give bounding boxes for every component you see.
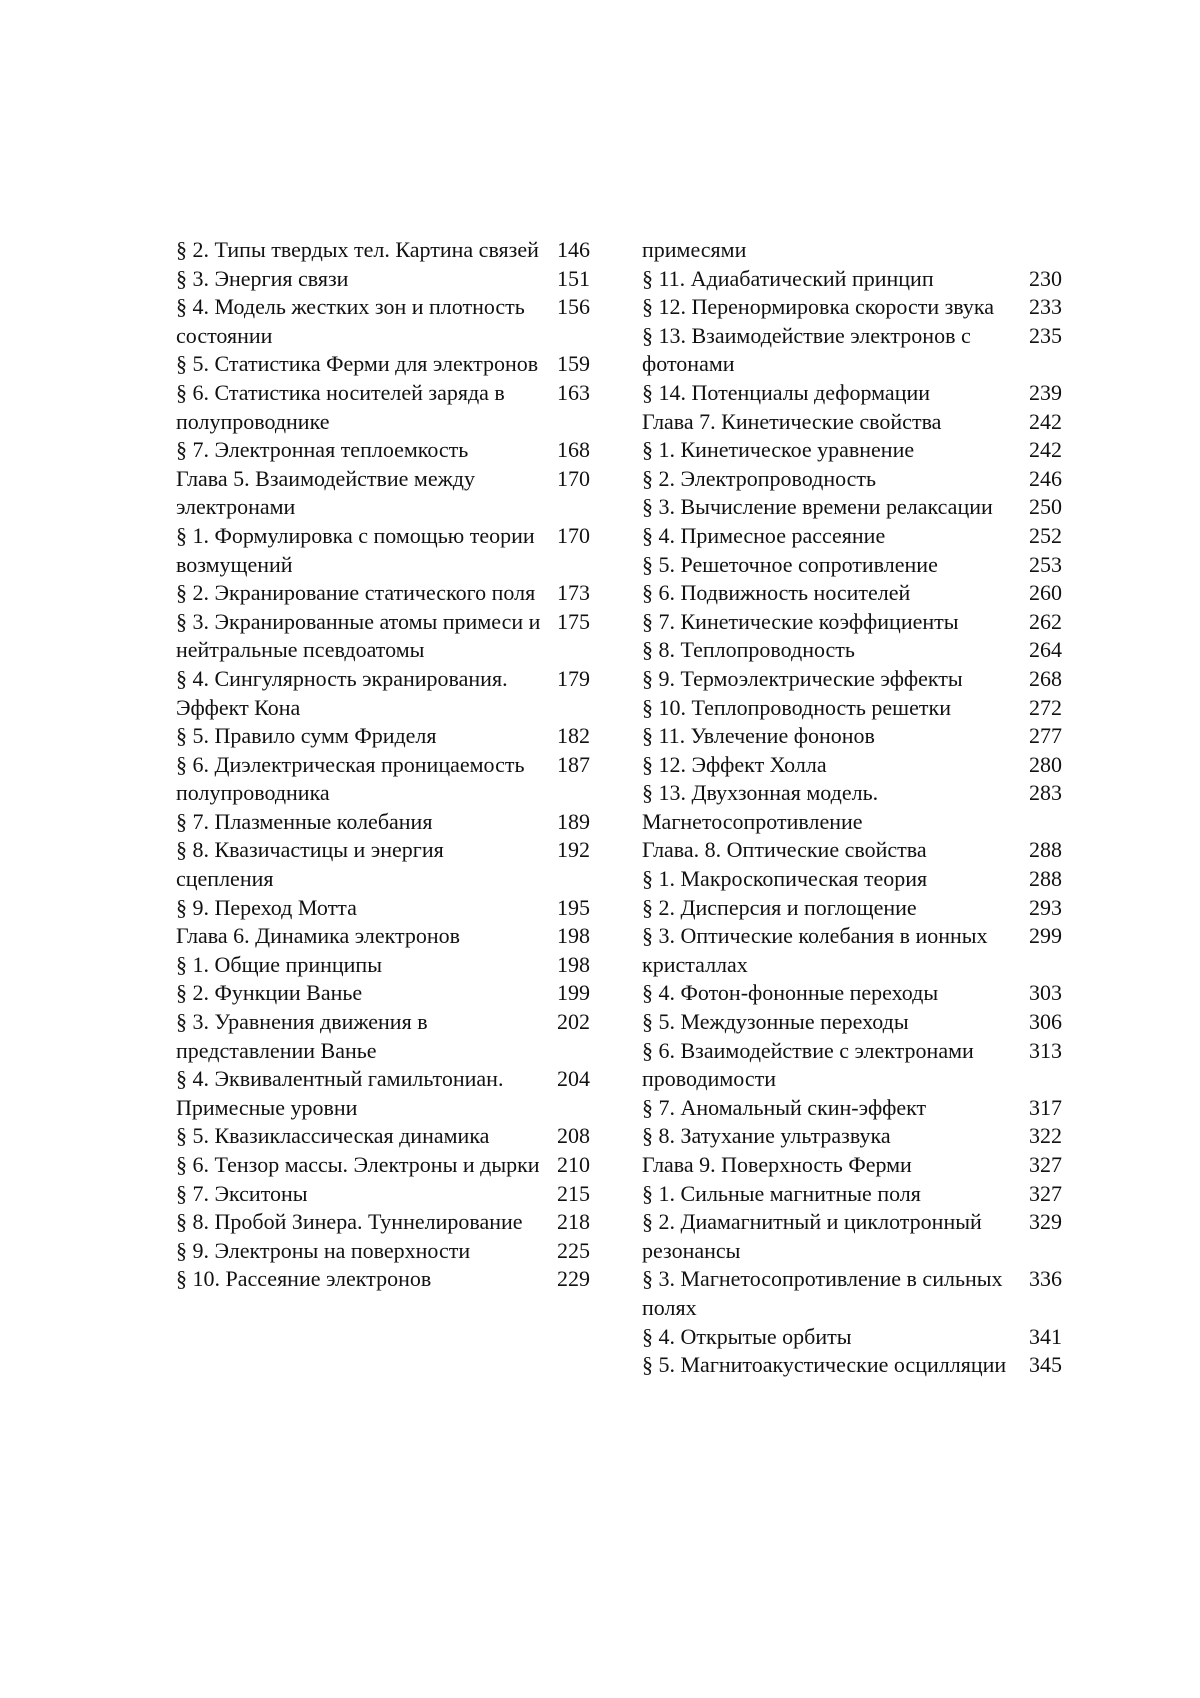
toc-entry-title: § 8. Пробой Зинера. Туннелирование — [176, 1209, 523, 1235]
toc-entry — [176, 1151, 590, 1180]
toc-entry — [176, 579, 590, 608]
toc-entry — [176, 265, 590, 294]
toc-entry-title: § 2. Функции Ванье — [176, 980, 363, 1006]
toc-entry — [176, 1208, 590, 1237]
toc-entry — [176, 1008, 590, 1065]
toc-entry-title: § 3. Энергия связи — [176, 265, 349, 291]
toc-entry — [642, 465, 1062, 494]
toc-entry-title: § 6. Статистика носителей заряда в полупроводнике — [176, 379, 505, 434]
toc-entry — [176, 1122, 590, 1151]
toc-entry-title: § 6. Диэлектрическая проницаемость полупроводника — [176, 751, 525, 806]
toc-entry-title: § 1. Кинетическое уравнение — [642, 437, 915, 463]
toc-entry-title: § 3. Магнетосопротивление в сильных полях — [642, 1266, 1003, 1320]
toc-entry — [642, 551, 1062, 580]
toc-entry-title: § 4. Эквивалентный гамильтониан. Примесные уровни — [176, 1066, 504, 1120]
toc-entry-page: 329 — [1029, 1209, 1062, 1235]
toc-entry-page: 299 — [1029, 923, 1062, 949]
toc-entry-title: Глава 7. Кинетические свойства — [642, 408, 942, 434]
toc-entry-page: 187 — [557, 751, 590, 777]
toc-entry-title: § 9. Термоэлектрические эффекты — [642, 665, 963, 691]
toc-entry — [642, 1037, 1062, 1094]
toc-left-column — [176, 236, 590, 1294]
toc-entry-page: 272 — [1029, 694, 1062, 720]
toc-entry — [642, 1323, 1062, 1352]
toc-entry-page: 250 — [1029, 494, 1062, 520]
toc-entry-page: 327 — [1029, 1180, 1062, 1206]
toc-entry-page: 210 — [557, 1152, 590, 1177]
toc-entry-page: 170 — [557, 522, 590, 548]
toc-entry — [642, 1265, 1062, 1322]
toc-entry — [642, 236, 1062, 265]
toc-entry-page: 252 — [1029, 522, 1062, 548]
toc-entry-page: 327 — [1029, 1152, 1062, 1177]
toc-entry-title: § 11. Адиабатический принцип — [642, 265, 934, 291]
toc-entry-title: § 10. Рассеяние электронов — [176, 1266, 432, 1292]
toc-entry-title: § 7. Экситоны — [176, 1180, 308, 1206]
toc-entry-page: 189 — [557, 808, 590, 834]
toc-entry-title: § 5. Статистика Ферми для электронов — [176, 351, 539, 377]
toc-entry-page: 198 — [557, 951, 590, 977]
toc-entry-page: 277 — [1029, 723, 1062, 749]
toc-entry-title: § 12. Эффект Холла — [642, 751, 827, 777]
toc-entry-title: § 3. Экранированные атомы примеси и нейтральные псевдоатомы — [176, 608, 541, 663]
toc-entry-page: 235 — [1029, 322, 1062, 348]
toc-entry-title: § 7. Электронная теплоемкость — [176, 437, 469, 463]
toc-entry-page: 192 — [557, 837, 590, 863]
toc-entry-page: 288 — [1029, 837, 1062, 863]
toc-entry — [176, 1180, 590, 1209]
toc-entry — [642, 579, 1062, 608]
toc-entry — [176, 808, 590, 837]
toc-entry-title: § 12. Перенормировка скорости звука — [642, 294, 995, 320]
toc-entry — [642, 265, 1062, 294]
toc-entry — [642, 1008, 1062, 1037]
toc-entry-title: § 3. Оптические колебания в ионных кристаллах — [642, 923, 988, 977]
toc-entry-title: примесями — [642, 237, 747, 262]
toc-entry-page: 345 — [1029, 1352, 1062, 1378]
toc-entry-page: 246 — [1029, 465, 1062, 491]
toc-entry — [176, 951, 590, 980]
toc-entry — [642, 408, 1062, 437]
toc-entry-title: Глава 5. Взаимодействие между электронами — [176, 465, 475, 520]
toc-entry-title: § 1. Общие принципы — [176, 951, 382, 977]
toc-entry-page: 202 — [557, 1009, 590, 1035]
toc-entry — [642, 322, 1062, 379]
toc-entry — [176, 979, 590, 1008]
toc-entry — [176, 722, 590, 751]
toc-entry-title: § 8. Теплопроводность — [642, 637, 855, 663]
toc-entry-page: 156 — [557, 294, 590, 320]
toc-entry — [642, 979, 1062, 1008]
toc-entry-page: 336 — [1029, 1266, 1062, 1292]
toc-entry-page: 233 — [1029, 294, 1062, 320]
toc-entry-title: Глава 9. Поверхность Ферми — [642, 1152, 912, 1177]
toc-entry — [642, 1351, 1062, 1380]
toc-entry — [176, 522, 590, 579]
toc-entry-page: 317 — [1029, 1094, 1062, 1120]
toc-entry-title: § 7. Плазменные колебания — [176, 808, 433, 834]
toc-entry-title: § 9. Электроны на поверхности — [176, 1237, 471, 1263]
toc-entry-page: 260 — [1029, 580, 1062, 606]
toc-entry — [176, 293, 590, 350]
toc-entry-page: 175 — [557, 608, 590, 634]
toc-entry — [176, 465, 590, 522]
toc-entry-title: § 9. Переход Мотта — [176, 894, 357, 920]
toc-entry — [642, 436, 1062, 465]
toc-entry — [176, 1065, 590, 1122]
toc-entry — [176, 236, 590, 265]
toc-entry-page: 229 — [557, 1266, 590, 1292]
toc-entry-title: § 14. Потенциалы деформации — [642, 379, 931, 405]
toc-entry-page: 303 — [1029, 980, 1062, 1006]
toc-entry-page: 146 — [557, 237, 590, 262]
toc-entry — [642, 293, 1062, 322]
toc-entry-title: § 8. Квазичастицы и энергия сцепления — [176, 837, 444, 892]
toc-entry-title: § 5. Решеточное сопротивление — [642, 551, 938, 577]
toc-entry — [642, 608, 1062, 637]
toc-entry — [642, 493, 1062, 522]
toc-entry-page: 179 — [557, 665, 590, 691]
toc-entry-title: § 5. Правило сумм Фриделя — [176, 723, 437, 749]
toc-entry-title: § 10. Теплопроводность решетки — [642, 694, 951, 720]
toc-entry-page: 283 — [1029, 780, 1062, 806]
toc-entry — [176, 1265, 590, 1294]
toc-entry-title: § 7. Кинетические коэффициенты — [642, 608, 959, 634]
toc-entry-page: 168 — [557, 437, 590, 463]
toc-entry-title: § 13. Взаимодействие электронов с фотонами — [642, 322, 971, 377]
toc-entry — [176, 350, 590, 379]
toc-entry-page: 280 — [1029, 751, 1062, 777]
toc-entry — [176, 1237, 590, 1266]
toc-entry-page: 230 — [1029, 265, 1062, 291]
toc-entry-page: 262 — [1029, 608, 1062, 634]
toc-entry-page: 306 — [1029, 1009, 1062, 1035]
toc-entry — [642, 522, 1062, 551]
toc-entry — [176, 379, 590, 436]
toc-entry — [642, 694, 1062, 723]
toc-entry — [176, 836, 590, 893]
toc-entry — [176, 894, 590, 923]
toc-entry — [176, 751, 590, 808]
toc-entry-title: § 4. Открытые орбиты — [642, 1323, 852, 1349]
toc-entry-title: § 2. Электропроводность — [642, 465, 877, 491]
toc-entry-page: 341 — [1029, 1323, 1062, 1349]
toc-entry-title: § 6. Подвижность носителей — [642, 580, 911, 606]
toc-entry-page: 151 — [557, 265, 590, 291]
toc-entry — [642, 1151, 1062, 1180]
toc-entry — [642, 922, 1062, 979]
toc-entry-title: § 3. Уравнения движения в представлении Ванье — [176, 1009, 428, 1063]
toc-entry-title: § 11. Увлечение фононов — [642, 723, 875, 749]
toc-entry-page: 253 — [1029, 551, 1062, 577]
toc-entry — [176, 922, 590, 951]
toc-entry-title: § 4. Сингулярность экранирования. Эффект Кона — [176, 665, 508, 720]
toc-entry-title: § 8. Затухание ультразвука — [642, 1123, 891, 1149]
toc-entry — [176, 665, 590, 722]
toc-entry — [176, 608, 590, 665]
toc-entry — [642, 636, 1062, 665]
toc-entry-page: 195 — [557, 894, 590, 920]
toc-entry-title: § 2. Типы твердых тел. Картина связей — [176, 237, 539, 262]
toc-entry-title: § 1. Формулировка с помощью теории возмущений — [176, 522, 535, 577]
toc-entry-page: 208 — [557, 1123, 590, 1149]
toc-entry — [642, 1208, 1062, 1265]
toc-entry-page: 268 — [1029, 665, 1062, 691]
toc-entry-title: Глава. 8. Оптические свойства — [642, 837, 927, 863]
toc-entry-title: § 3. Вычисление времени релаксации — [642, 494, 993, 520]
toc-entry-title: § 5. Магнитоакустические осцилляции — [642, 1352, 1007, 1378]
toc-entry-title: § 2. Диамагнитный и циклотронный резонансы — [642, 1209, 982, 1263]
toc-entry-page: 264 — [1029, 637, 1062, 663]
toc-entry-page: 198 — [557, 923, 590, 949]
toc-entry-page: 322 — [1029, 1123, 1062, 1149]
toc-entry — [642, 836, 1062, 865]
toc-entry-page: 199 — [557, 980, 590, 1006]
toc-entry-title: § 2. Дисперсия и поглощение — [642, 894, 917, 920]
toc-entry-title: § 7. Аномальный скин-эффект — [642, 1094, 927, 1120]
toc-entry — [176, 436, 590, 465]
toc-entry-title: § 4. Модель жестких зон и плотность состоянии — [176, 294, 525, 348]
toc-entry-page: 293 — [1029, 894, 1062, 920]
toc-entry-page: 215 — [557, 1180, 590, 1206]
toc-entry — [642, 1180, 1062, 1209]
toc-entry-page: 313 — [1029, 1037, 1062, 1063]
toc-entry — [642, 779, 1062, 836]
toc-entry-title: § 4. Примесное рассеяние — [642, 522, 886, 548]
toc-entry — [642, 865, 1062, 894]
toc-entry — [642, 894, 1062, 923]
toc-entry-page: 242 — [1029, 408, 1062, 434]
toc-entry-page: 173 — [557, 580, 590, 606]
toc-entry-title: § 5. Междузонные переходы — [642, 1009, 909, 1035]
toc-entry-title: Глава 6. Динамика электронов — [176, 923, 461, 949]
toc-entry-title: § 13. Двухзонная модель. Магнетосопротивление — [642, 780, 879, 834]
toc-entry-page: 242 — [1029, 437, 1062, 463]
toc-entry-page: 225 — [557, 1237, 590, 1263]
toc-entry-title: § 1. Сильные магнитные поля — [642, 1180, 921, 1206]
toc-entry-page: 182 — [557, 723, 590, 749]
toc-entry-page: 163 — [557, 379, 590, 405]
toc-entry-page: 218 — [557, 1209, 590, 1235]
toc-entry — [642, 1094, 1062, 1123]
toc-entry-page: 159 — [557, 351, 590, 377]
toc-entry — [642, 379, 1062, 408]
toc-entry-title: § 4. Фотон-фононные переходы — [642, 980, 939, 1006]
toc-entry — [642, 1122, 1062, 1151]
toc-entry — [642, 722, 1062, 751]
toc-entry-title: § 6. Взаимодействие с электронами проводимости — [642, 1037, 974, 1092]
toc-entry-title: § 5. Квазиклассическая динамика — [176, 1123, 490, 1149]
toc-entry-title: § 6. Тензор массы. Электроны и дырки — [176, 1152, 540, 1177]
toc-entry-page: 239 — [1029, 379, 1062, 405]
toc-entry-page: 170 — [557, 465, 590, 491]
toc-entry — [642, 665, 1062, 694]
toc-entry — [642, 751, 1062, 780]
toc-entry-title: § 2. Экранирование статического поля — [176, 580, 536, 606]
toc-right-column — [642, 236, 1062, 1380]
toc-entry-page: 204 — [557, 1066, 590, 1092]
toc-entry-title: § 1. Макроскопическая теория — [642, 866, 928, 892]
toc-entry-page: 288 — [1029, 866, 1062, 892]
